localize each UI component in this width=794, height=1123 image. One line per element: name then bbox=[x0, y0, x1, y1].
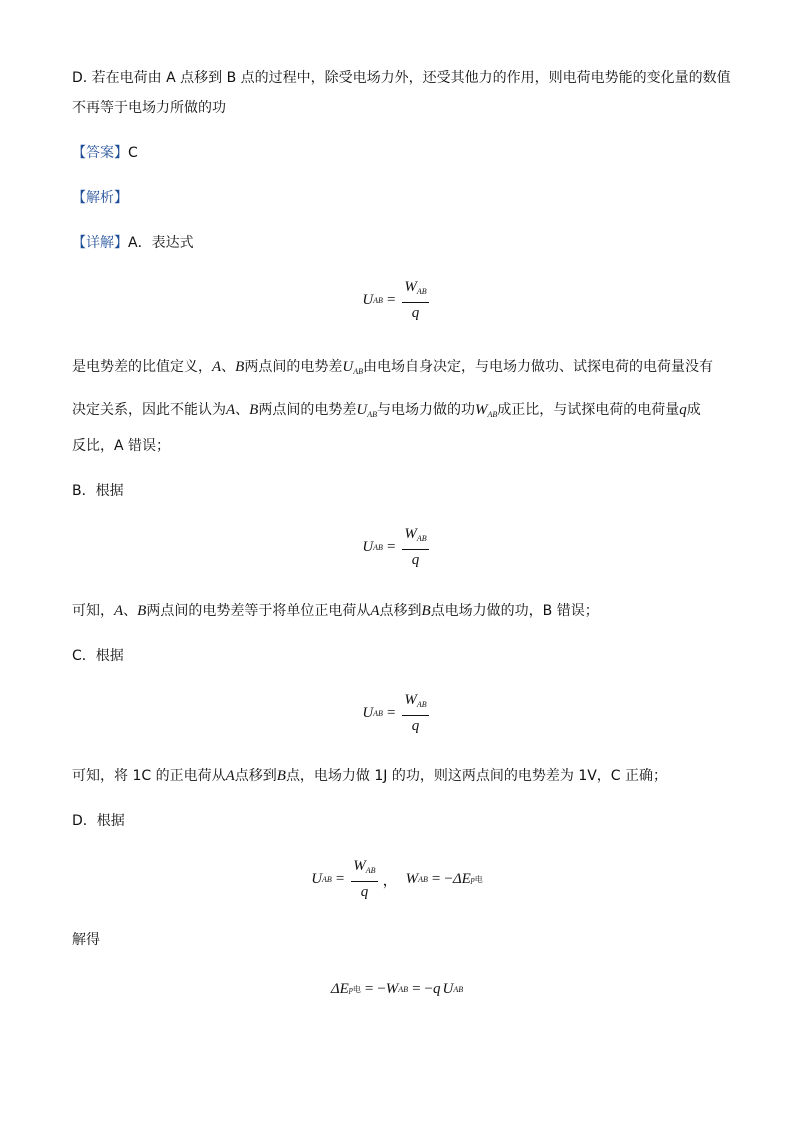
text-segment: 与电场力做的功 bbox=[376, 402, 475, 418]
equation-uab-3 bbox=[0, 693, 794, 733]
solve-line bbox=[72, 930, 100, 950]
text-segment: C．根据 bbox=[72, 648, 124, 664]
answer-value: C bbox=[128, 145, 138, 161]
option-d-text-1: D. 若在电荷由 A 点移到 B 点的过程中，除受电场力外，还受其他力的作用，则电荷电势能的变化量的数值 bbox=[72, 70, 731, 86]
subscript-p: p bbox=[470, 874, 475, 884]
symbol-w: W bbox=[474, 402, 488, 418]
symbol-delta-e: ΔE bbox=[452, 870, 471, 887]
answer-line bbox=[72, 143, 138, 163]
symbol-w: W bbox=[405, 870, 419, 887]
symbol-q: q bbox=[433, 980, 441, 997]
subscript-ab: AB bbox=[365, 866, 376, 875]
fraction-wab-over-q bbox=[402, 279, 428, 321]
separator: 、 bbox=[221, 359, 236, 375]
option-d-line-1 bbox=[72, 68, 731, 88]
subscript-ab: AB bbox=[487, 410, 498, 419]
symbol-u: U bbox=[442, 980, 454, 997]
equals-sign: = bbox=[364, 980, 374, 997]
symbol-q: q bbox=[679, 402, 687, 418]
symbol-u: U bbox=[311, 870, 323, 887]
symbol-q: q bbox=[411, 305, 420, 321]
text-segment: 反比，A 错误； bbox=[72, 438, 171, 454]
answer-tag: 【答案】 bbox=[72, 145, 128, 161]
symbol-u: U bbox=[342, 359, 354, 375]
equation-delta-ep bbox=[0, 974, 794, 1004]
subscript-ab: AB bbox=[373, 295, 383, 305]
symbol-w: W bbox=[404, 526, 417, 542]
equals-sign: = bbox=[431, 870, 441, 887]
text-segment: 两点间的电势差等于将单位正电荷从 bbox=[146, 603, 371, 619]
subscript-dian: 电 bbox=[352, 984, 361, 994]
separator: 、 bbox=[235, 402, 250, 418]
text-segment: 是电势差的比值定义， bbox=[72, 359, 212, 375]
detail-b-intro bbox=[72, 481, 124, 501]
subscript-ab: AB bbox=[353, 367, 363, 376]
symbol-w: W bbox=[404, 692, 417, 708]
symbol-q: q bbox=[360, 884, 369, 900]
text-segment: D．根据 bbox=[72, 813, 125, 829]
symbol-b: B bbox=[137, 603, 147, 619]
equals-sign: = bbox=[386, 704, 396, 721]
text-segment: 可知， bbox=[72, 603, 114, 619]
subscript-ab: AB bbox=[322, 874, 332, 884]
detail-d-intro bbox=[72, 811, 125, 831]
text-segment: 成 bbox=[686, 402, 701, 418]
minus-sign: − bbox=[377, 980, 386, 997]
detail-a-intro bbox=[72, 233, 194, 253]
detail-a-intro-text: A．表达式 bbox=[128, 235, 194, 251]
equals-sign: = bbox=[386, 291, 396, 308]
subscript-ab: AB bbox=[373, 542, 383, 552]
analysis-tag: 【解析】 bbox=[72, 190, 128, 206]
text-segment: 决定关系，因此不能认为 bbox=[72, 402, 226, 418]
subscript-ab: AB bbox=[416, 534, 427, 543]
symbol-q: q bbox=[411, 718, 420, 734]
subscript-ab: AB bbox=[398, 984, 409, 994]
symbol-a: A bbox=[212, 359, 222, 375]
symbol-w: W bbox=[385, 980, 399, 997]
text-segment: 解得 bbox=[72, 932, 100, 948]
symbol-u: U bbox=[356, 402, 368, 418]
detail-c-intro bbox=[72, 646, 124, 666]
detail-b-line-1 bbox=[72, 601, 599, 621]
symbol-a: A bbox=[225, 768, 235, 784]
equation-uab-1 bbox=[0, 280, 794, 320]
equation-uab-2 bbox=[0, 527, 794, 567]
subscript-ab: AB bbox=[416, 287, 427, 296]
minus-sign: − bbox=[424, 980, 433, 997]
subscript-ab: AB bbox=[418, 874, 428, 884]
fraction-wab-over-q bbox=[351, 858, 377, 900]
subscript-ab: AB bbox=[373, 708, 383, 718]
analysis-line bbox=[72, 188, 128, 208]
symbol-a: A bbox=[370, 603, 380, 619]
text-segment: 点，电场力做 1J 的功，则这两点间的电势差为 1V，C 正确； bbox=[285, 768, 668, 784]
symbol-delta-e: ΔE bbox=[330, 980, 349, 997]
text-segment: 可知，将 1C 的正电荷从 bbox=[72, 768, 226, 784]
symbol-u: U bbox=[362, 291, 374, 308]
symbol-q: q bbox=[411, 552, 420, 568]
option-d-line-2 bbox=[72, 98, 226, 118]
equation-uab-and-wab bbox=[0, 857, 794, 901]
text-segment: 由电场自身决定，与电场力做功、试探电荷的电荷量没有 bbox=[362, 359, 713, 375]
text-segment: 两点间的电势差 bbox=[244, 359, 343, 375]
symbol-a: A bbox=[226, 402, 236, 418]
symbol-u: U bbox=[362, 538, 374, 555]
symbol-u: U bbox=[362, 704, 374, 721]
symbol-a: A bbox=[114, 603, 124, 619]
text-segment: B．根据 bbox=[72, 483, 124, 499]
symbol-w: W bbox=[404, 279, 417, 295]
minus-sign: − bbox=[444, 870, 453, 887]
equals-sign: = bbox=[335, 870, 345, 887]
fraction-wab-over-q bbox=[402, 692, 428, 734]
equals-sign: = bbox=[412, 980, 421, 997]
detail-c-line-1 bbox=[72, 766, 667, 786]
separator: 、 bbox=[123, 603, 138, 619]
symbol-b: B bbox=[421, 603, 431, 619]
subscript-ab: AB bbox=[416, 700, 427, 709]
subscript-ab: AB bbox=[453, 984, 464, 994]
symbol-b: B bbox=[235, 359, 245, 375]
text-segment: 点移到 bbox=[234, 768, 277, 784]
detail-tag: 【详解】 bbox=[72, 235, 128, 251]
text-segment: 点电场力做的功，B 错误； bbox=[430, 603, 599, 619]
text-segment: 成正比，与试探电荷的电荷量 bbox=[497, 402, 680, 418]
detail-a-line-3 bbox=[72, 436, 170, 456]
detail-a-line-2 bbox=[72, 400, 701, 425]
fraction-wab-over-q bbox=[402, 526, 428, 568]
subscript-p: p bbox=[348, 984, 353, 994]
text-segment: 点移到 bbox=[379, 603, 422, 619]
symbol-b: B bbox=[249, 402, 259, 418]
option-d-text-2: 不再等于电场力所做的功 bbox=[72, 100, 226, 116]
text-segment: 两点间的电势差 bbox=[258, 402, 357, 418]
equals-sign: = bbox=[386, 538, 396, 555]
subscript-dian: 电 bbox=[474, 874, 483, 884]
detail-a-line-1 bbox=[72, 357, 713, 382]
symbol-w: W bbox=[353, 858, 366, 874]
comma: ， bbox=[382, 870, 398, 889]
symbol-b: B bbox=[276, 768, 286, 784]
subscript-ab: AB bbox=[367, 410, 377, 419]
